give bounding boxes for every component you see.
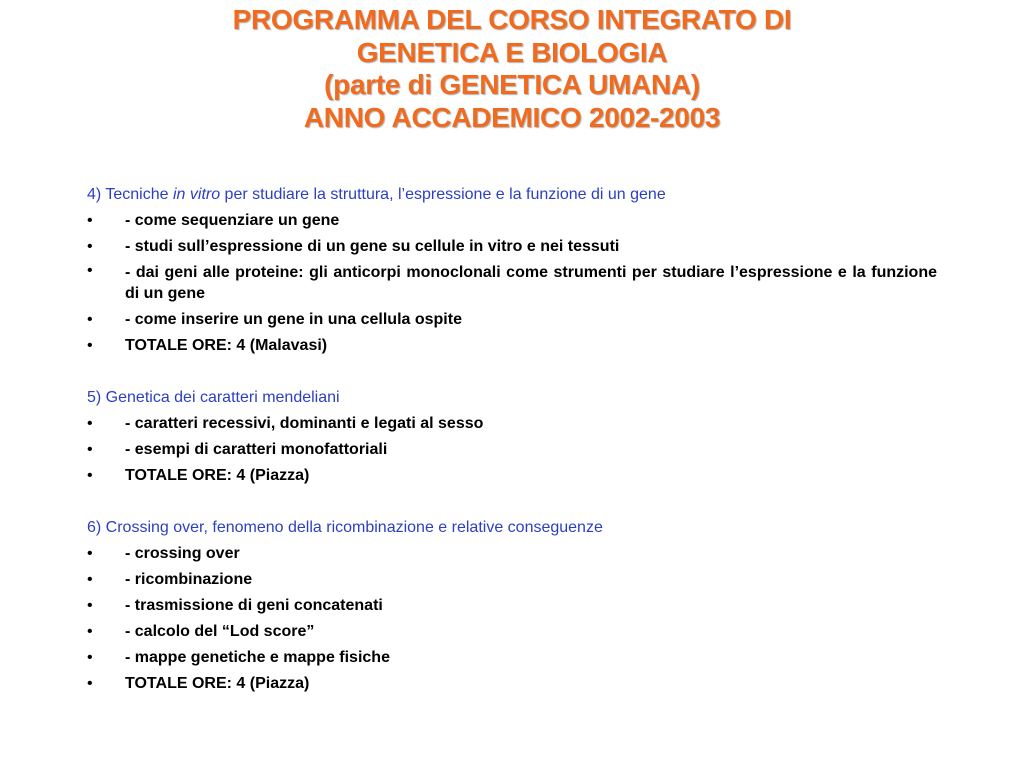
section-4-heading-post: per studiare la struttura, l’espressione e la funzione di un gene [220, 186, 666, 203]
title-line-4: ANNO ACCADEMICO 2002-2003 [303, 101, 721, 133]
list-item [87, 437, 937, 463]
bullet-icon: • [87, 597, 93, 614]
course-content [87, 182, 937, 697]
list-item-text: - ricombinazione [125, 571, 253, 588]
bullet-icon: • [87, 238, 93, 255]
bullet-icon: • [87, 545, 93, 562]
bullet-icon: • [87, 441, 93, 458]
list-item-text: - trasmissione di geni concatenati [125, 597, 383, 614]
list-item-text: - calcolo del “Lod score” [125, 623, 315, 640]
bullet-icon: • [87, 571, 93, 588]
list-item [87, 541, 937, 567]
list-item-text: TOTALE ORE: 4 (Piazza) [125, 467, 310, 484]
section-4-heading [87, 182, 937, 208]
list-item-text: TOTALE ORE: 4 (Piazza) [125, 675, 310, 692]
section-4-heading-italic: in vitro [172, 186, 221, 203]
list-item [87, 260, 937, 307]
bullet-icon: • [87, 212, 93, 229]
list-item [87, 593, 937, 619]
list-item-text: - caratteri recessivi, dominanti e legati al sesso [125, 415, 484, 432]
section-gap [87, 359, 937, 385]
list-item [87, 208, 937, 234]
title-line-3: (parte di GENETICA UMANA) [324, 69, 700, 100]
list-item [87, 619, 937, 645]
slide-title [0, 4, 1024, 134]
list-item-text: - mappe genetiche e mappe fisiche [125, 649, 390, 666]
list-item [87, 307, 937, 333]
list-item-text: - come inserire un gene in una cellula ospite [125, 311, 462, 328]
list-item [87, 411, 937, 437]
bullet-icon: • [87, 467, 93, 484]
list-item [87, 463, 937, 489]
list-item-text: - dai geni alle proteine: gli anticorpi monoclonali come strumenti per studiare l’espressione e la funzione di un gene [125, 264, 937, 302]
list-item [87, 333, 937, 359]
section-gap [87, 489, 937, 515]
bullet-icon: • [87, 262, 93, 279]
title-line-1: PROGRAMMA DEL CORSO INTEGRATO DI [232, 4, 792, 35]
bullet-icon: • [87, 337, 93, 354]
bullet-icon: • [87, 415, 93, 432]
list-item [87, 567, 937, 593]
list-item-text: TOTALE ORE: 4 (Malavasi) [125, 337, 328, 354]
list-item-text: - crossing over [125, 545, 240, 562]
list-item [87, 234, 937, 260]
section-5-heading: 5) Genetica dei caratteri mendeliani [87, 389, 340, 406]
bullet-icon: • [87, 311, 93, 328]
list-item [87, 671, 937, 697]
section-4-heading-pre: 4) Tecniche [87, 186, 173, 203]
list-item-text: - esempi di caratteri monofattoriali [125, 441, 388, 458]
list-item-text: - come sequenziare un gene [125, 212, 340, 229]
bullet-icon: • [87, 675, 93, 692]
bullet-icon: • [87, 649, 93, 666]
section-6-heading: 6) Crossing over, fenomeno della ricombinazione e relative conseguenze [87, 519, 603, 536]
bullet-icon: • [87, 623, 93, 640]
title-line-2: GENETICA E BIOLOGIA [356, 36, 668, 68]
list-item-text: - studi sull’espressione di un gene su cellule in vitro e nei tessuti [125, 238, 620, 255]
list-item [87, 645, 937, 671]
